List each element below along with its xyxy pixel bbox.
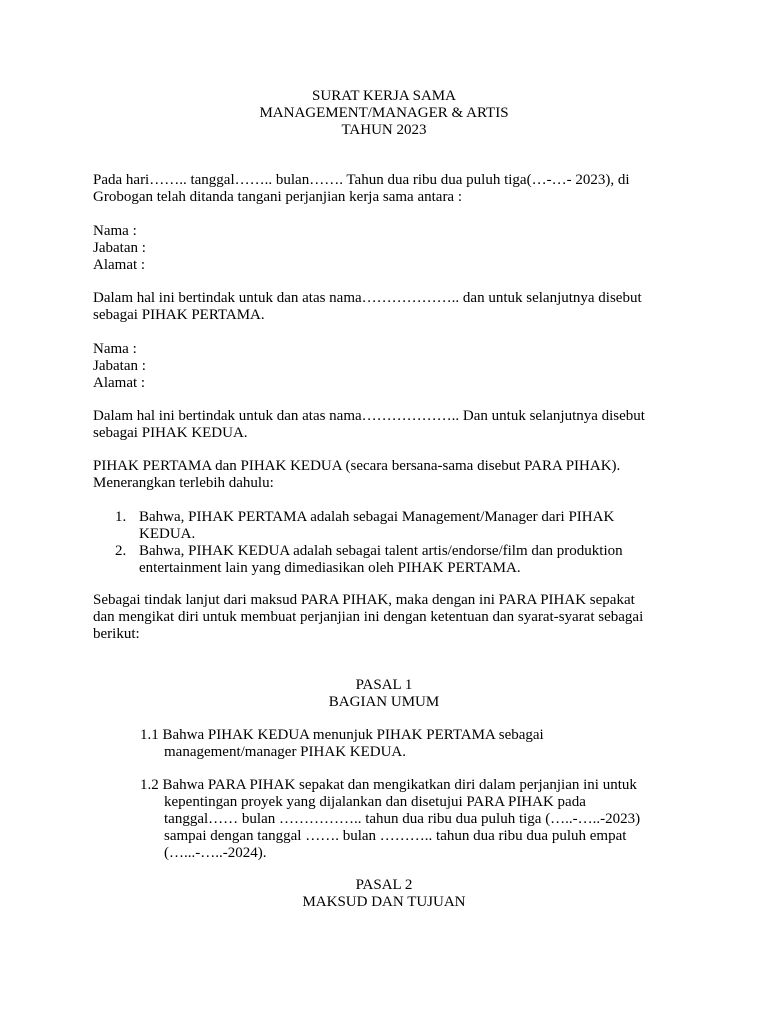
pasal2-title: PASAL 2 [355,877,413,893]
agreement-line-2: dan mengikat diri untuk membuat perjanjian ini dengan ketentuan dan syarat-syarat sebagai [93,609,644,625]
pasal1-heading [0,677,768,711]
title-line-1: SURAT KERJA SAMA [312,88,456,104]
pasal2-subtitle: MAKSUD DAN TUJUAN [302,894,466,910]
recital-text [139,543,623,577]
party2-desc-line-2: sebagai PIHAK KEDUA. [93,425,248,441]
pasal1-item-line: 1.1 Bahwa PIHAK KEDUA menunjuk PIHAK PERTAMA sebagai [140,727,544,743]
pasal1-item [140,777,640,862]
intro-paragraph [93,172,673,206]
recital-number: 2. [115,543,127,559]
pasal1-item-line: kepentingan proyek yang dijalankan dan disetujui PARA PIHAK pada [164,794,586,810]
pasal1-item [140,727,544,761]
pasal1-item-line: (…...-…..-2024). [164,845,267,861]
party2-jabatan-label: Jabatan : [93,358,146,374]
party1-jabatan-label: Jabatan : [93,240,146,256]
title-line-3: TAHUN 2023 [341,122,427,138]
recital-line: Bahwa, PIHAK PERTAMA adalah sebagai Management/Manager dari PIHAK [139,509,615,525]
pasal1-title: PASAL 1 [355,677,413,693]
pasal1-item-line: sampai dengan tanggal ……. bulan ……….. tahun dua ribu dua puluh empat [164,828,627,844]
intro-line-1: Pada hari…….. tanggal…….. bulan……. Tahun dua ribu dua puluh tiga(…-…- 2023), di [93,172,630,188]
party1-description [93,290,673,324]
party2-fields [93,341,673,392]
intro-line-2: Grobogan telah ditanda tangani perjanjian kerja sama antara : [93,189,463,205]
document-title [0,88,768,139]
party2-alamat-label: Alamat : [93,375,146,391]
party2-description [93,408,673,442]
party1-desc-line-1: Dalam hal ini bertindak untuk dan atas nama……………….. dan untuk selanjutnya disebut [93,290,642,306]
recital-line: Bahwa, PIHAK KEDUA adalah sebagai talent artis/endorse/film dan produktion [139,543,623,559]
pasal1-item-line: 1.2 Bahwa PARA PIHAK sepakat dan mengikatkan diri dalam perjanjian ini untuk [140,777,637,793]
recital-number: 1. [115,509,127,525]
agreement-line-1: Sebagai tindak lanjut dari maksud PARA PIHAK, maka dengan ini PARA PIHAK sepakat [93,592,635,608]
pasal1-item-line: management/manager PIHAK KEDUA. [164,744,407,760]
party2-desc-line-1: Dalam hal ini bertindak untuk dan atas nama……………….. Dan untuk selanjutnya disebut [93,408,645,424]
party1-fields [93,223,673,274]
pasal1-item-line: tanggal…… bulan …………….. tahun dua ribu dua puluh tiga (…..-…..-2023) [164,811,641,827]
pasal2-heading [0,877,768,911]
recital-line: KEDUA. [139,526,196,542]
parties-summary-line-1: PIHAK PERTAMA dan PIHAK KEDUA (secara bersana-sama disebut PARA PIHAK). [93,458,621,474]
party2-nama-label: Nama : [93,341,137,357]
party1-desc-line-2: sebagai PIHAK PERTAMA. [93,307,265,323]
agreement-line-3: berikut: [93,626,140,642]
pasal1-subtitle: BAGIAN UMUM [328,694,440,710]
recital-text [139,509,614,543]
party1-nama-label: Nama : [93,223,137,239]
parties-summary-line-2: Menerangkan terlebih dahulu: [93,475,274,491]
parties-summary [93,458,673,492]
agreement-paragraph [93,592,673,643]
recital-line: entertainment lain yang dimediasikan oleh PIHAK PERTAMA. [139,560,521,576]
title-line-2: MANAGEMENT/MANAGER & ARTIS [259,105,509,121]
party1-alamat-label: Alamat : [93,257,146,273]
